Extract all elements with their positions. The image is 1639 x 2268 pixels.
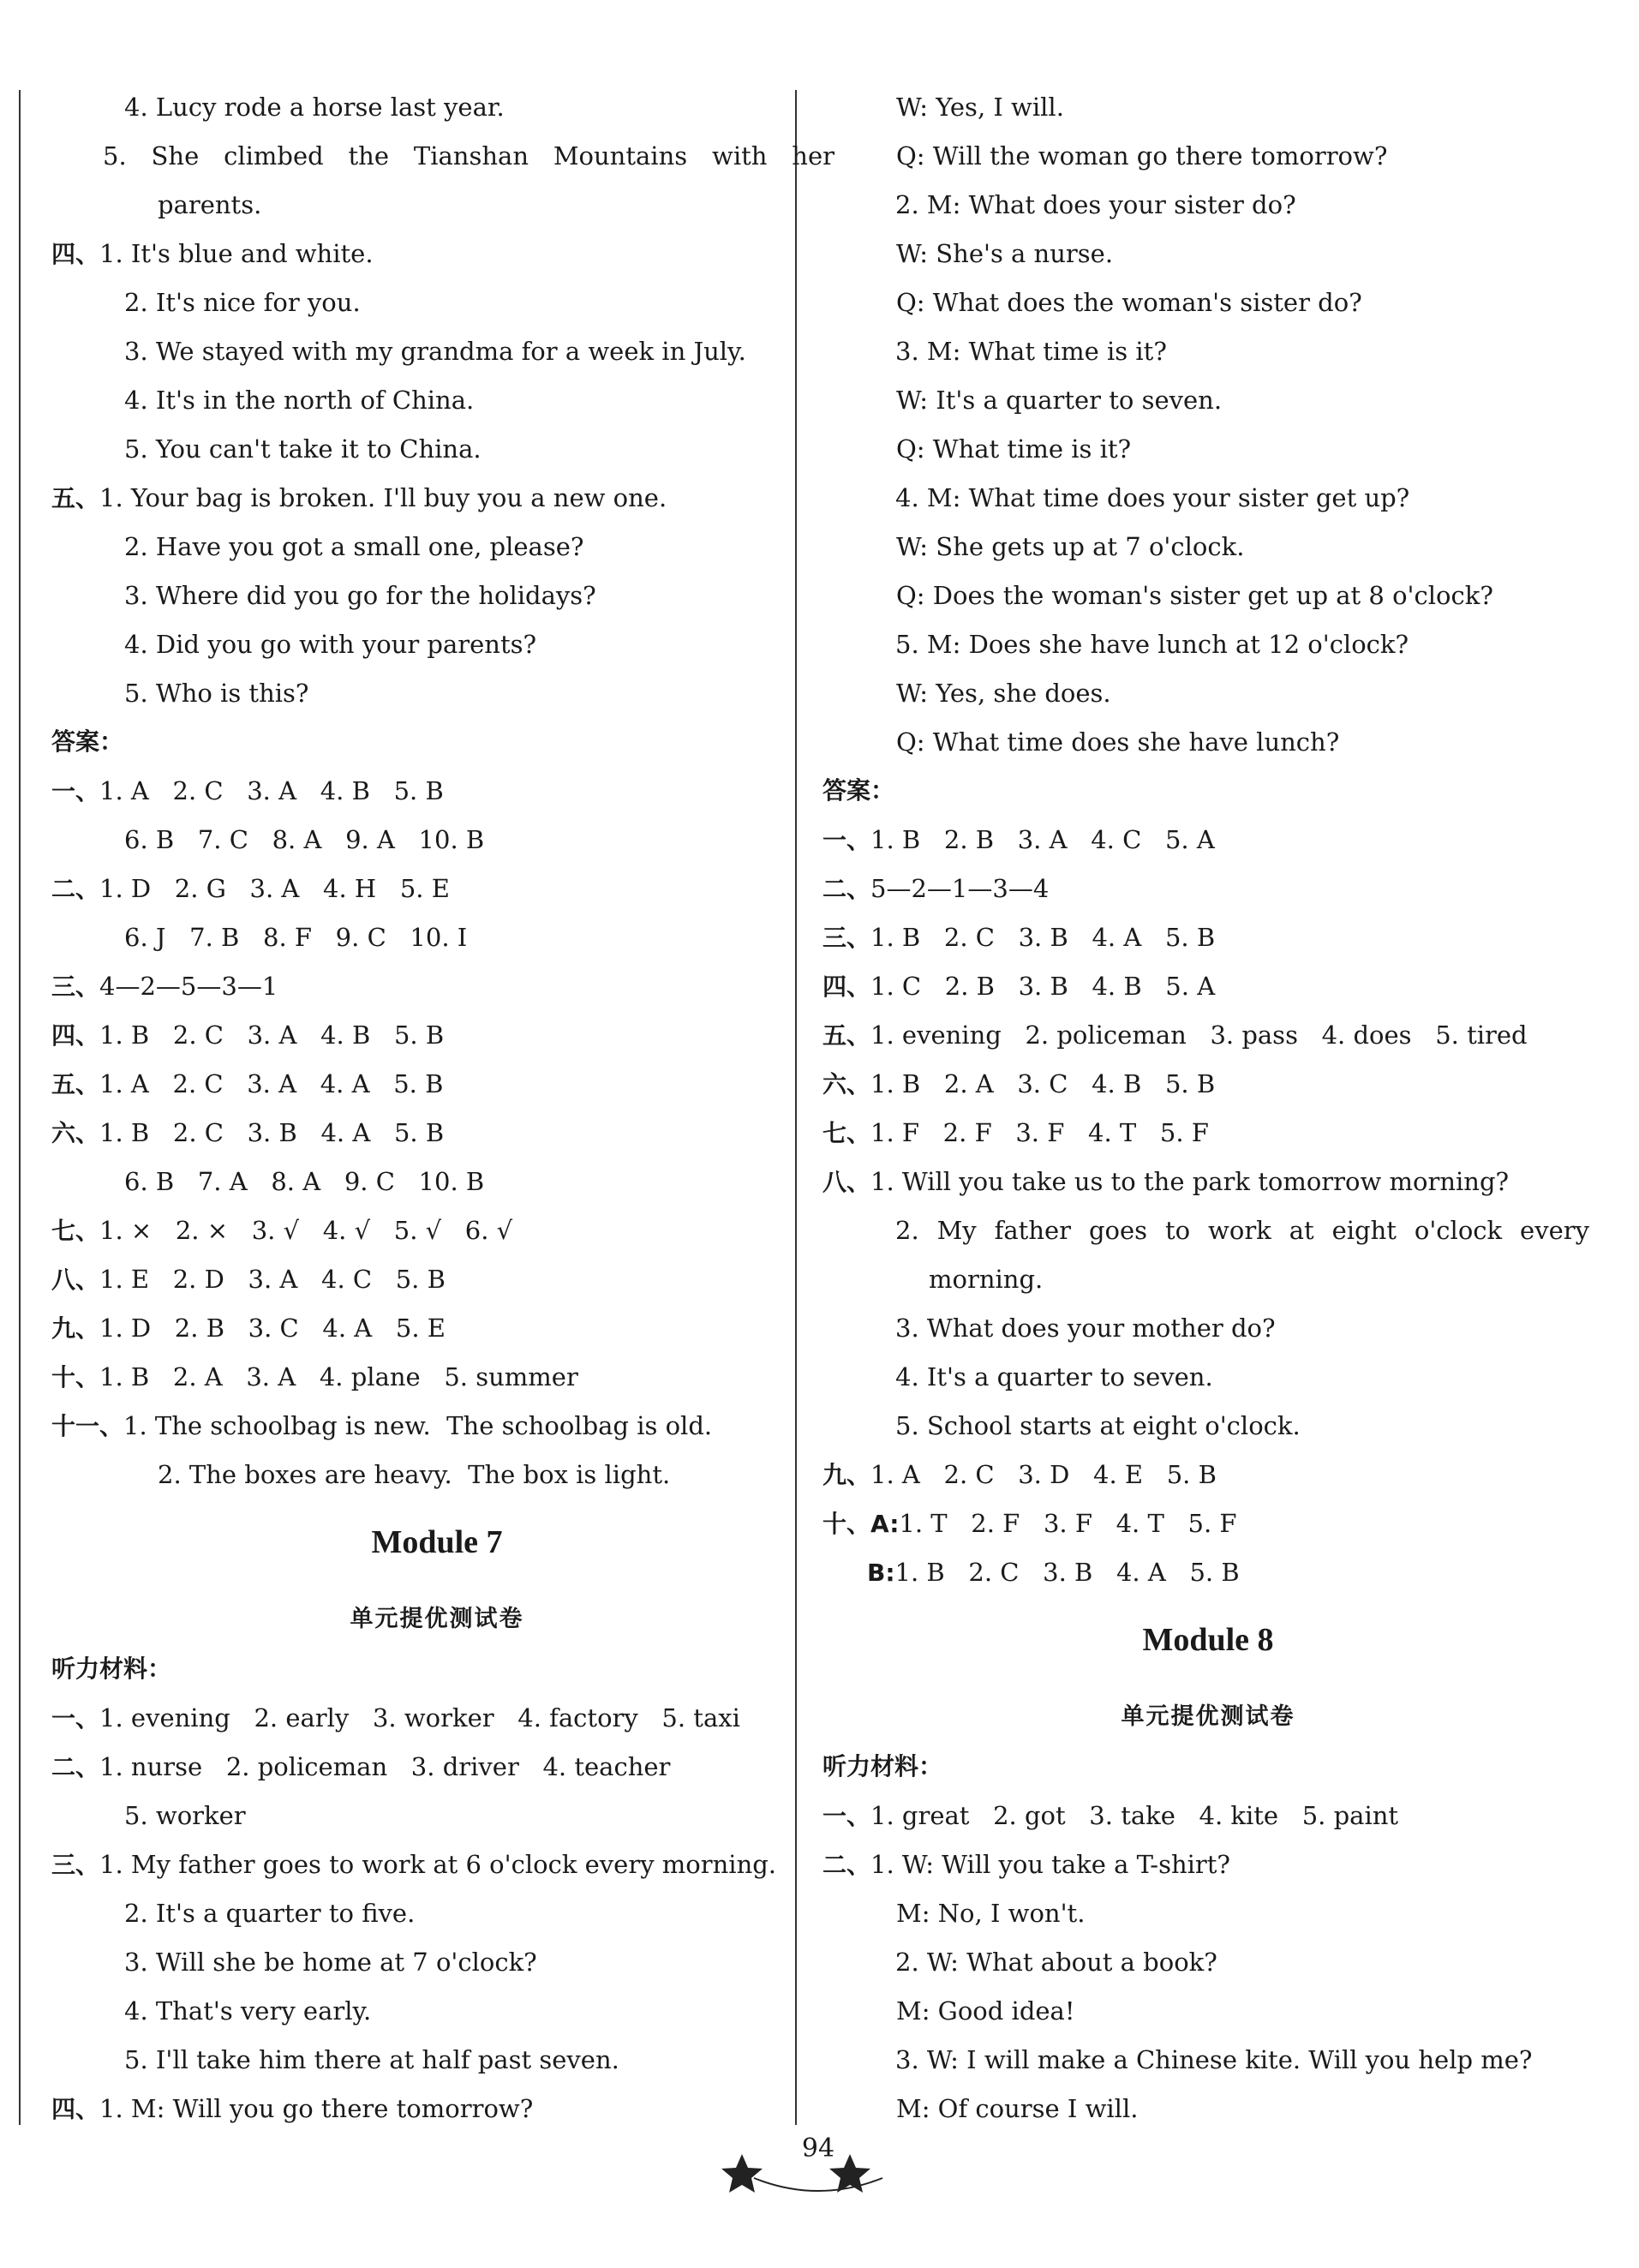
answer-row — [822, 1067, 1215, 1101]
listening-row — [822, 1798, 1398, 1833]
answer-text: 1. A 2. C 3. A 4. B 5. B — [99, 776, 444, 805]
answer-text: 1. B 2. A 3. A 4. plane 5. summer — [99, 1362, 578, 1391]
answer-row — [51, 969, 278, 1003]
answer-row — [822, 871, 1049, 906]
listening-heading: 听力材料： — [51, 1655, 172, 1683]
section-label: 八、 — [51, 1266, 100, 1294]
answer-row: 2. The boxes are heavy. The box is light. — [158, 1460, 671, 1489]
section-label: 一、 — [822, 1802, 871, 1830]
dialogue-line: W: Yes, I will. — [896, 93, 1064, 122]
section-label: 三、 — [822, 924, 871, 952]
answer-text: 5—2—1—3—4 — [870, 874, 1050, 903]
star-icon — [721, 2154, 763, 2193]
answer-row — [51, 1311, 446, 1345]
section-label: 八、 — [822, 1168, 871, 1196]
text-line: 5. She climbed the Tianshan Mountains with her — [103, 141, 834, 171]
section-label: 四、 — [51, 1021, 100, 1050]
answer-row — [822, 969, 1215, 1003]
section-label: 十一、 — [51, 1412, 124, 1440]
test-subtitle: 单元提优测试卷 — [1121, 1703, 1295, 1730]
listening-row — [51, 1701, 740, 1735]
dialogue-line: Q: What time does she have lunch? — [896, 727, 1340, 757]
answer-text: 1. B 2. C 3. B 4. A 5. B — [99, 1118, 445, 1147]
text-line: 2. It's nice for you. — [124, 288, 361, 317]
section-label: 三、 — [51, 1851, 100, 1879]
listening-row: 5. worker — [124, 1801, 246, 1830]
answer-text: 1. B 2. A 3. C 4. B 5. B — [870, 1069, 1216, 1098]
text-line: 1. It's blue and white. — [99, 239, 374, 268]
section-label: 七、 — [51, 1217, 100, 1245]
answer-row — [51, 1409, 712, 1443]
text-line: 4. Lucy rode a horse last year. — [124, 93, 505, 122]
answer-row — [51, 774, 444, 808]
section-label: 十、A: — [822, 1510, 900, 1538]
section-label: 六、 — [822, 1070, 871, 1098]
answer-row: 2. My father goes to work at eight o'clock every — [895, 1216, 1589, 1245]
dialogue-line: Q: What time is it? — [896, 434, 1132, 464]
section-label: 一、 — [822, 826, 871, 854]
section-label: 二、 — [822, 875, 871, 903]
section-label: 四、 — [822, 972, 871, 1001]
module-7-title: Module 7 — [371, 1524, 503, 1560]
dialogue-line: 5. M: Does she have lunch at 12 o'clock? — [895, 630, 1409, 659]
listening-row: 2. It's a quarter to five. — [124, 1899, 416, 1928]
listening-row — [51, 1750, 670, 1784]
listening-row: 5. I'll take him there at half past seven. — [124, 2045, 619, 2074]
answer-text: 1. C 2. B 3. B 4. B 5. A — [870, 972, 1216, 1001]
answer-row — [822, 920, 1215, 954]
listening-row — [822, 1847, 1230, 1882]
section-4-line — [51, 236, 374, 271]
left-margin-rule — [19, 90, 21, 2125]
answer-row — [51, 1213, 512, 1248]
answers-heading: 答案： — [822, 776, 895, 805]
answer-row — [822, 1457, 1217, 1492]
section-label: 一、 — [51, 777, 100, 805]
answer-row — [51, 1360, 578, 1394]
text-line: 3. We stayed with my grandma for a week in July. — [124, 337, 746, 366]
answer-text: 1. A 2. C 3. A 4. A 5. B — [99, 1069, 444, 1098]
answer-row — [51, 1018, 444, 1052]
answer-row: 3. What does your mother do? — [895, 1314, 1276, 1343]
listening-row: 3. W: I will make a Chinese kite. Will you help me? — [895, 2045, 1533, 2074]
dialogue-line: Q: Does the woman's sister get up at 8 o'clock? — [896, 581, 1493, 610]
answer-text: 1. F 2. F 3. F 4. T 5. F — [870, 1118, 1209, 1147]
answer-text: 1. B 2. C 3. B 4. A 5. B — [870, 923, 1216, 952]
text-line: 5. Who is this? — [124, 679, 309, 708]
answer-row — [822, 1506, 1237, 1541]
dialogue-line: Q: Will the woman go there tomorrow? — [896, 141, 1388, 171]
listening-text: 1. W: Will you take a T-shirt? — [870, 1850, 1230, 1879]
dialogue-line: 2. M: What does your sister do? — [895, 190, 1296, 219]
text-line: parents. — [158, 190, 262, 219]
listening-text: 1. evening 2. early 3. worker 4. factory 5. taxi — [99, 1703, 740, 1732]
answer-text: 1. E 2. D 3. A 4. C 5. B — [99, 1265, 446, 1294]
answers-heading: 答案： — [51, 727, 124, 756]
answer-text: 1. evening 2. policeman 3. pass 4. does 5. tired — [870, 1020, 1528, 1050]
answer-text: 1. B 2. B 3. A 4. C 5. A — [870, 825, 1215, 854]
section-label: 四、 — [51, 240, 100, 268]
section-label: 五、 — [51, 1070, 100, 1098]
answer-row: 6. B 7. C 8. A 9. A 10. B — [124, 825, 485, 854]
answer-text: 1. T 2. F 3. F 4. T 5. F — [899, 1509, 1237, 1538]
answer-row — [51, 1116, 444, 1150]
section-label: 三、 — [51, 972, 100, 1001]
listening-text: 1. nurse 2. policeman 3. driver 4. teacher — [99, 1752, 671, 1781]
section-label: 五、 — [51, 484, 100, 512]
section-label: B: — [867, 1559, 895, 1587]
dialogue-line: 4. M: What time does your sister get up? — [895, 483, 1410, 512]
section-label: 七、 — [822, 1119, 871, 1147]
dialogue-line: W: It's a quarter to seven. — [896, 386, 1223, 415]
listening-text: 1. My father goes to work at 6 o'clock every morning. — [99, 1850, 777, 1879]
section-label: 二、 — [51, 1753, 100, 1781]
section-5-line — [51, 481, 667, 515]
answer-text: 1. A 2. C 3. D 4. E 5. B — [870, 1460, 1217, 1489]
listening-text: 1. great 2. got 3. take 4. kite 5. paint — [870, 1801, 1399, 1830]
text-line: 4. Did you go with your parents? — [124, 630, 537, 659]
section-label: 一、 — [51, 1704, 100, 1732]
answer-row — [822, 823, 1215, 857]
answer-text: 1. Will you take us to the park tomorrow morning? — [870, 1167, 1510, 1196]
answer-row — [822, 1018, 1528, 1052]
text-line: 2. Have you got a small one, please? — [124, 532, 584, 561]
dialogue-line: W: She gets up at 7 o'clock. — [896, 532, 1245, 561]
dialogue-line: 3. M: What time is it? — [895, 337, 1167, 366]
answer-row: 4. It's a quarter to seven. — [895, 1362, 1213, 1391]
listening-row: 2. W: What about a book? — [895, 1948, 1217, 1977]
section-label: 九、 — [822, 1461, 871, 1489]
answer-row: morning. — [929, 1265, 1044, 1294]
test-subtitle: 单元提优测试卷 — [350, 1606, 524, 1632]
column-divider — [795, 90, 797, 2125]
answer-text: 1. × 2. × 3. √ 4. √ 5. √ 6. √ — [99, 1216, 513, 1245]
dialogue-line: W: She's a nurse. — [896, 239, 1114, 268]
dialogue-line: W: Yes, she does. — [896, 679, 1111, 708]
module-8-title: Module 8 — [1142, 1622, 1274, 1658]
section-label: 二、 — [822, 1851, 871, 1879]
answer-row — [51, 1262, 446, 1296]
dialogue-line: Q: What does the woman's sister do? — [896, 288, 1362, 317]
answer-row — [822, 1164, 1509, 1199]
section-label: 六、 — [51, 1119, 100, 1147]
listening-row: 3. Will she be home at 7 o'clock? — [124, 1948, 537, 1977]
answer-text: 4—2—5—3—1 — [99, 972, 278, 1001]
listening-row: M: Of course I will. — [896, 2094, 1139, 2123]
answer-text: 1. D 2. G 3. A 4. H 5. E — [99, 874, 450, 903]
page-number: 94 — [801, 2133, 835, 2163]
answer-row — [51, 871, 450, 906]
answer-text: 1. The schoolbag is new. The schoolbag is old. — [123, 1411, 713, 1440]
listening-text: 1. M: Will you go there tomorrow? — [99, 2094, 534, 2123]
answer-row — [51, 1067, 443, 1101]
text-line: 1. Your bag is broken. I'll buy you a new one. — [99, 483, 667, 512]
listening-row — [51, 1847, 776, 1882]
answer-row — [867, 1555, 1240, 1589]
section-label: 五、 — [822, 1021, 871, 1050]
section-label: 四、 — [51, 2095, 100, 2123]
listening-row: 4. That's very early. — [124, 1996, 372, 2026]
answer-row: 6. B 7. A 8. A 9. C 10. B — [124, 1167, 485, 1196]
footer-curve — [754, 2178, 882, 2191]
section-label: 十、 — [51, 1363, 100, 1391]
section-label: 二、 — [51, 875, 100, 903]
text-line: 3. Where did you go for the holidays? — [124, 581, 596, 610]
listening-heading: 听力材料： — [822, 1752, 943, 1780]
section-label: 九、 — [51, 1314, 100, 1343]
text-line: 4. It's in the north of China. — [124, 386, 475, 415]
answer-row: 5. School starts at eight o'clock. — [895, 1411, 1301, 1440]
answer-text: 1. B 2. C 3. A 4. B 5. B — [99, 1020, 445, 1050]
answer-text: 1. B 2. C 3. B 4. A 5. B — [894, 1558, 1240, 1587]
answer-row: 6. J 7. B 8. F 9. C 10. I — [124, 923, 468, 952]
answer-text: 1. D 2. B 3. C 4. A 5. E — [99, 1314, 446, 1343]
answer-row — [822, 1116, 1209, 1150]
listening-row: M: Good idea! — [896, 1996, 1075, 2026]
listening-row — [51, 2091, 533, 2126]
listening-row: M: No, I won't. — [896, 1899, 1086, 1928]
text-line: 5. You can't take it to China. — [124, 434, 482, 464]
